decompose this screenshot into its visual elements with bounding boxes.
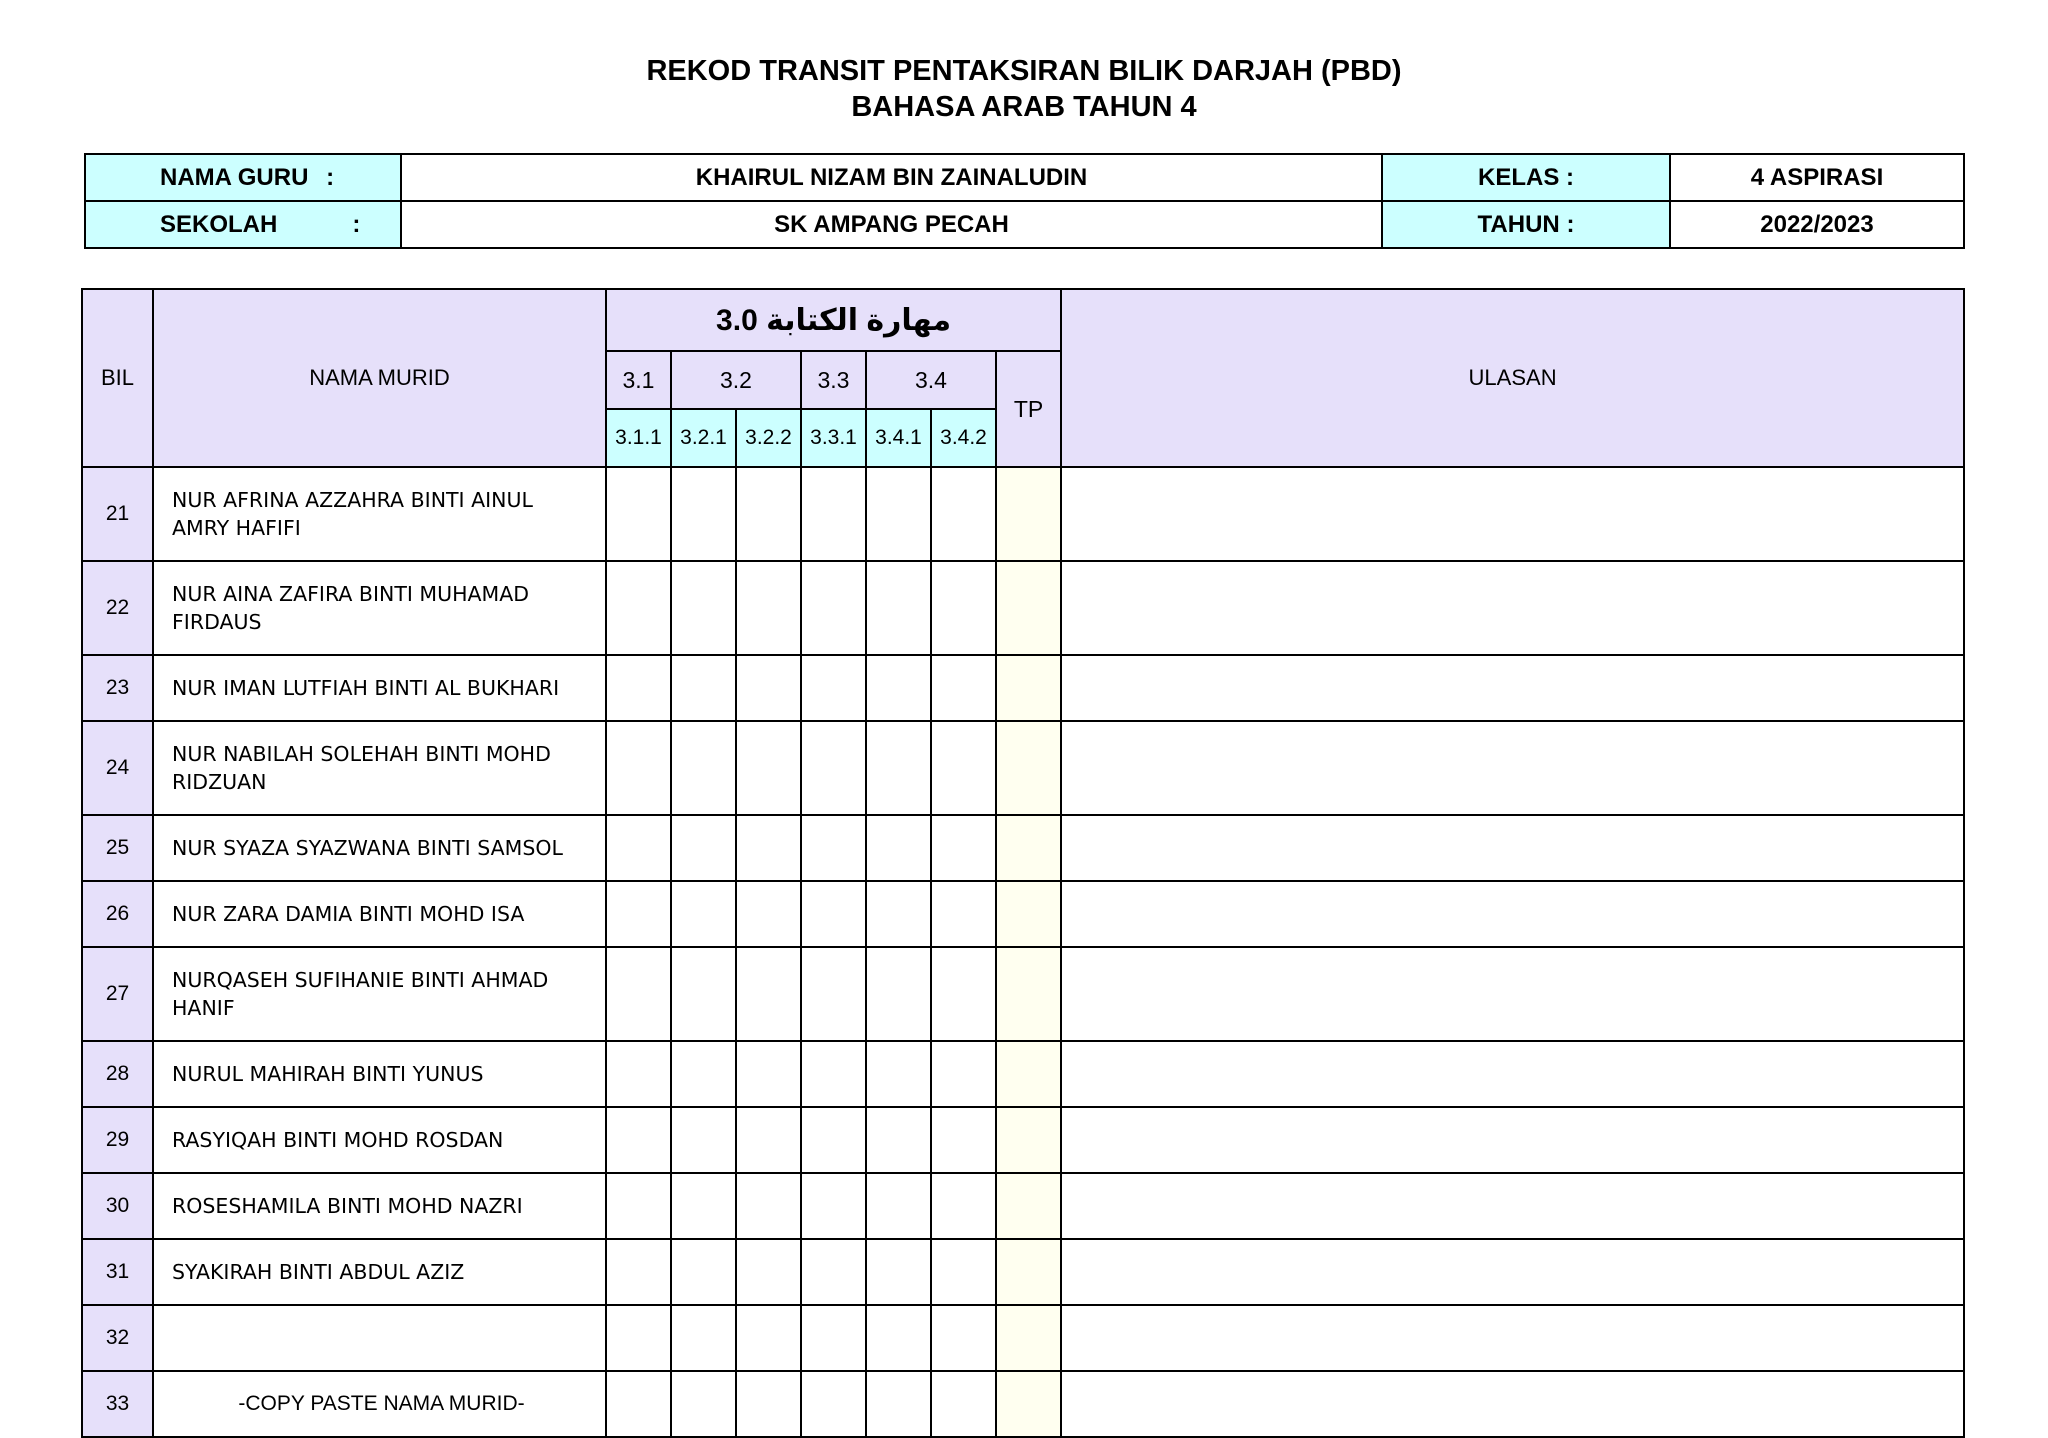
score-cell[interactable] [866,1041,931,1107]
subcode-header: 3.2.1 [671,409,736,467]
score-cell[interactable] [671,1173,736,1239]
tp-cell[interactable] [996,1371,1061,1437]
score-cell[interactable] [801,1173,866,1239]
tp-cell[interactable] [996,1305,1061,1371]
score-cell[interactable] [931,1239,996,1305]
tp-cell[interactable] [996,467,1061,561]
score-cell[interactable] [671,721,736,815]
row-bil: 24 [82,721,153,815]
ulasan-cell[interactable] [1061,881,1964,947]
ulasan-cell[interactable] [1061,815,1964,881]
score-cell[interactable] [931,721,996,815]
score-cell[interactable] [671,1371,736,1437]
score-cell[interactable] [931,947,996,1041]
kelas-value: 4 ASPIRASI [1670,154,1964,201]
row-bil: 29 [82,1107,153,1173]
score-cell[interactable] [606,881,671,947]
score-cell[interactable] [931,1305,996,1371]
ulasan-cell[interactable] [1061,1371,1964,1437]
score-cell[interactable] [606,467,671,561]
score-cell[interactable] [801,815,866,881]
score-cell[interactable] [606,561,671,655]
table-row [82,947,1964,1041]
tp-cell[interactable] [996,881,1061,947]
row-bil: 33 [82,1371,153,1437]
score-cell[interactable] [801,1371,866,1437]
row-bil: 26 [82,881,153,947]
ulasan-cell[interactable] [1061,1173,1964,1239]
row-bil: 25 [82,815,153,881]
row-bil: 21 [82,467,153,561]
score-cell[interactable] [606,1173,671,1239]
score-cell[interactable] [606,1371,671,1437]
score-cell[interactable] [931,1041,996,1107]
score-cell[interactable] [931,881,996,947]
title-line-2: BAHASA ARAB TAHUN 4 [851,91,1197,123]
row-nama-murid[interactable]: NURUL MAHIRAH BINTI YUNUS [153,1041,606,1107]
row-nama-murid[interactable]: NUR ZARA DAMIA BINTI MOHD ISA [153,881,606,947]
row-nama-murid[interactable]: NUR AFRINA AZZAHRA BINTI AINUL AMRY HAFIFI [153,467,606,561]
score-cell[interactable] [671,467,736,561]
table-row [82,881,1964,947]
tp-cell[interactable] [996,1041,1061,1107]
score-cell[interactable] [606,1107,671,1173]
group-header: 3.1 [606,351,671,409]
score-cell[interactable] [606,815,671,881]
tahun-label: TAHUN : [1382,201,1670,248]
table-row [82,1239,1964,1305]
row-nama-murid[interactable]: NUR NABILAH SOLEHAH BINTI MOHD RIDZUAN [153,721,606,815]
score-cell[interactable] [736,881,801,947]
score-cell[interactable] [801,467,866,561]
subcode-header: 3.4.1 [866,409,931,467]
row-nama-murid[interactable]: SYAKIRAH BINTI ABDUL AZIZ [153,1239,606,1305]
score-cell[interactable] [801,721,866,815]
score-cell[interactable] [866,947,931,1041]
score-cell[interactable] [801,881,866,947]
group-header: 3.4 [866,351,996,409]
group-header: 3.3 [801,351,866,409]
score-cell[interactable] [866,1173,931,1239]
row-bil: 28 [82,1041,153,1107]
score-cell[interactable] [866,467,931,561]
ulasan-cell[interactable] [1061,655,1964,721]
score-cell[interactable] [866,1107,931,1173]
score-cell[interactable] [736,947,801,1041]
info-table [84,153,1965,249]
score-cell[interactable] [736,815,801,881]
score-cell[interactable] [736,1173,801,1239]
score-cell[interactable] [606,655,671,721]
tp-cell[interactable] [996,815,1061,881]
score-cell[interactable] [671,1041,736,1107]
ulasan-cell[interactable] [1061,1107,1964,1173]
tp-cell[interactable] [996,947,1061,1041]
table-row [82,1107,1964,1173]
score-cell[interactable] [736,1107,801,1173]
subcode-header: 3.1.1 [606,409,671,467]
score-cell[interactable] [606,1239,671,1305]
ulasan-cell[interactable] [1061,721,1964,815]
table-row [82,815,1964,881]
ulasan-cell[interactable] [1061,947,1964,1041]
score-cell[interactable] [671,561,736,655]
col-tp-header: TP [996,351,1061,467]
score-cell[interactable] [671,655,736,721]
score-cell[interactable] [866,815,931,881]
tp-cell[interactable] [996,1107,1061,1173]
row-bil: 23 [82,655,153,721]
score-cell[interactable] [866,1239,931,1305]
score-cell[interactable] [736,1239,801,1305]
row-nama-murid[interactable]: NUR IMAN LUTFIAH BINTI AL BUKHARI [153,655,606,721]
table-row [82,1305,1964,1371]
score-cell[interactable] [866,561,931,655]
ulasan-cell[interactable] [1061,1041,1964,1107]
ulasan-cell[interactable] [1061,1239,1964,1305]
row-bil: 31 [82,1239,153,1305]
score-cell[interactable] [736,1305,801,1371]
score-cell[interactable] [866,1305,931,1371]
ulasan-cell[interactable] [1061,1305,1964,1371]
ulasan-cell[interactable] [1061,467,1964,561]
score-cell[interactable] [866,655,931,721]
score-cell[interactable] [801,1107,866,1173]
score-cell[interactable] [931,1173,996,1239]
score-cell[interactable] [736,561,801,655]
ulasan-cell[interactable] [1061,561,1964,655]
row-bil: 27 [82,947,153,1041]
col-ulasan-header: ULASAN [1061,289,1964,467]
score-cell[interactable] [606,721,671,815]
sekolah-value: SK AMPANG PECAH [401,201,1382,248]
tp-cell[interactable] [996,1239,1061,1305]
score-cell[interactable] [606,1305,671,1371]
score-cell[interactable] [801,561,866,655]
table-row [82,467,1964,561]
row-bil: 30 [82,1173,153,1239]
score-cell[interactable] [931,1107,996,1173]
row-bil: 22 [82,561,153,655]
score-cell[interactable] [866,881,931,947]
tahun-value: 2022/2023 [1670,201,1964,248]
table-row [82,721,1964,815]
row-nama-murid[interactable] [153,1305,606,1371]
table-row [82,1173,1964,1239]
col-bil-header: BIL [82,289,153,467]
tp-cell[interactable] [996,655,1061,721]
score-cell[interactable] [671,1107,736,1173]
tp-cell[interactable] [996,1173,1061,1239]
col-nama-header: NAMA MURID [153,289,606,467]
score-cell[interactable] [671,1239,736,1305]
row-nama-murid[interactable]: ROSESHAMILA BINTI MOHD NAZRI [153,1173,606,1239]
title-line-1: REKOD TRANSIT PENTAKSIRAN BILIK DARJAH (PBD) [646,55,1402,87]
subcode-header: 3.2.2 [736,409,801,467]
score-cell[interactable] [931,815,996,881]
score-cell[interactable] [736,655,801,721]
score-cell[interactable] [801,1239,866,1305]
score-cell[interactable] [736,721,801,815]
skill-header: مهارة الكتابة 3.0 [606,289,1061,351]
score-cell[interactable] [671,815,736,881]
score-cell[interactable] [866,1371,931,1437]
table-row [82,1371,1964,1437]
score-cell[interactable] [671,1305,736,1371]
score-cell[interactable] [931,1371,996,1437]
subcode-header: 3.3.1 [801,409,866,467]
table-row [82,1041,1964,1107]
score-cell[interactable] [931,467,996,561]
score-cell[interactable] [671,947,736,1041]
score-cell[interactable] [801,655,866,721]
score-cell[interactable] [736,1041,801,1107]
row-nama-murid[interactable]: NUR SYAZA SYAZWANA BINTI SAMSOL [153,815,606,881]
score-cell[interactable] [931,561,996,655]
assessment-table [81,288,1965,1438]
row-nama-murid[interactable]: RASYIQAH BINTI MOHD ROSDAN [153,1107,606,1173]
score-cell[interactable] [736,1371,801,1437]
score-cell[interactable] [606,1041,671,1107]
row-nama-murid[interactable]: NUR AINA ZAFIRA BINTI MUHAMAD FIRDAUS [153,561,606,655]
score-cell[interactable] [606,947,671,1041]
row-bil: 32 [82,1305,153,1371]
subcode-header: 3.4.2 [931,409,996,467]
group-header: 3.2 [671,351,801,409]
score-cell[interactable] [801,947,866,1041]
score-cell[interactable] [736,467,801,561]
table-row [82,561,1964,655]
tp-cell[interactable] [996,561,1061,655]
tp-cell[interactable] [996,721,1061,815]
row-nama-murid[interactable]: NURQASEH SUFIHANIE BINTI AHMAD HANIF [153,947,606,1041]
row-nama-murid[interactable]: -COPY PASTE NAMA MURID- [153,1371,606,1437]
nama-guru-label: NAMA GURU : [85,154,401,201]
sekolah-label: SEKOLAH : [85,201,401,248]
table-row [82,655,1964,721]
document-title [0,53,2048,125]
kelas-label: KELAS : [1382,154,1670,201]
score-cell[interactable] [931,655,996,721]
score-cell[interactable] [866,721,931,815]
score-cell[interactable] [801,1041,866,1107]
nama-guru-value: KHAIRUL NIZAM BIN ZAINALUDIN [401,154,1382,201]
score-cell[interactable] [801,1305,866,1371]
score-cell[interactable] [671,881,736,947]
